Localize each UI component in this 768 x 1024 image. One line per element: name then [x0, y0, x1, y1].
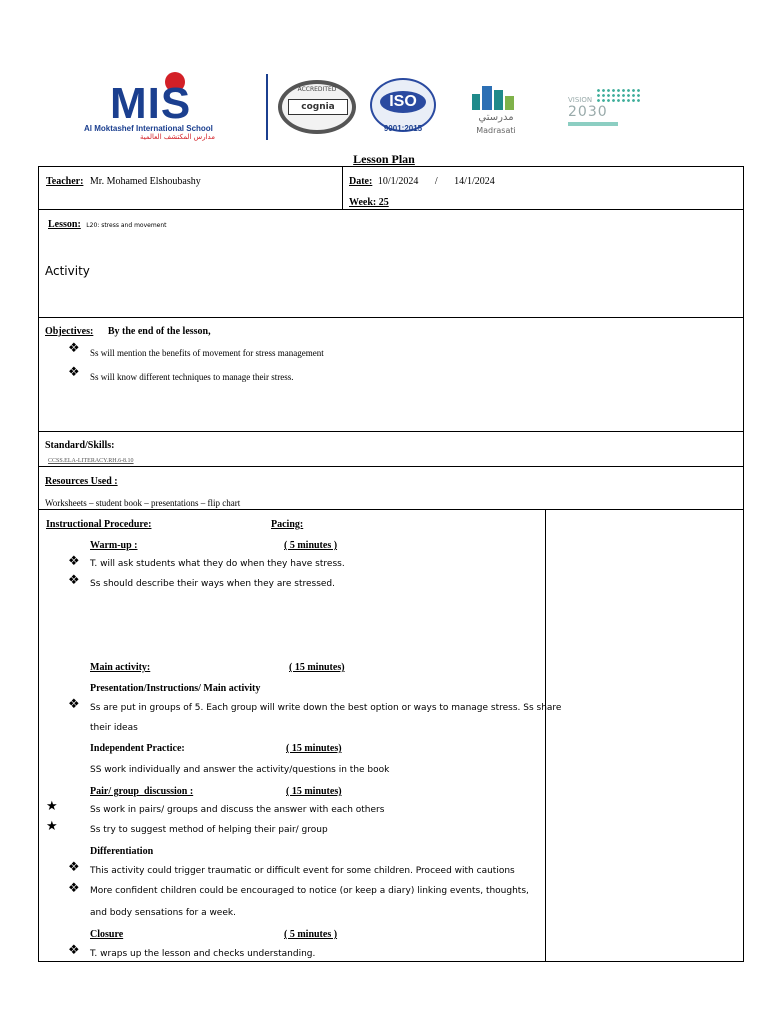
differentiation-text-cont: and body sensations for a week. [90, 908, 236, 918]
main-activity-time: ( 15 minutes) [289, 662, 345, 673]
header-logos [80, 70, 730, 142]
objectives-intro: By the end of the lesson, [107, 326, 211, 337]
presentation-text-cont: their ideas [90, 723, 138, 733]
madrasati-ar: مدرستي [478, 112, 514, 123]
lesson-field [48, 219, 167, 230]
cognia-name: cognia [288, 99, 348, 115]
objectives-label: Objectives: [45, 326, 94, 337]
pair-group-label: Pair/ group discussion : [90, 786, 194, 797]
differentiation-text: This activity could trigger traumatic or difficult event for some children. Proceed with cautions [90, 866, 515, 876]
teacher-field [46, 176, 201, 187]
closure-label: Closure [90, 929, 124, 940]
iso-name: ISO [380, 91, 426, 113]
school-name-en: Al Moktashef International School [84, 124, 213, 133]
closure-text: T. wraps up the lesson and checks understanding. [90, 949, 316, 959]
date-sep: / [434, 176, 438, 187]
resources-value: Worksheets – student book – presentations – flip chart [45, 498, 241, 508]
star-bullet-icon: ★ [46, 818, 58, 833]
independent-practice-text: SS work individually and answer the activity/questions in the book [90, 765, 390, 775]
differentiation-text: More confident children could be encouraged to notice (or keep a diary) linking events, thoughts, [90, 886, 529, 896]
date-field [349, 176, 495, 187]
pair-group-time: ( 15 minutes) [286, 786, 342, 797]
teacher-value: Mr. Mohamed Elshoubashy [89, 176, 201, 187]
mis-logo [80, 70, 260, 142]
pacing-label: Pacing: [271, 519, 304, 530]
date-to: 14/1/2024 [454, 176, 495, 187]
closure-time: ( 5 minutes ) [284, 929, 338, 940]
warmup-item: T. will ask students what they do when they have stress. [90, 559, 345, 569]
diamond-bullet-icon: ❖ [68, 942, 80, 957]
vision-label: VISION [568, 96, 593, 104]
differentiation-label: Differentiation [90, 846, 154, 857]
star-bullet-icon: ★ [46, 798, 58, 813]
standards-label: Standard/Skills: [45, 440, 115, 451]
teacher-label: Teacher: [46, 176, 84, 187]
independent-practice-time: ( 15 minutes) [286, 743, 342, 754]
diamond-bullet-icon: ❖ [68, 572, 80, 587]
warmup-label: Warm-up : [90, 540, 138, 551]
diamond-bullet-icon: ❖ [68, 696, 80, 711]
standards-value: CCSS.ELA-LITERACY.RH.6-8.10 [48, 458, 134, 464]
objectives-header [45, 326, 211, 337]
week-label: Week: 25 [349, 197, 389, 208]
mis-abbr: MIS [110, 79, 192, 128]
cognia-seal [278, 80, 356, 134]
warmup-time: ( 5 minutes ) [284, 540, 338, 551]
pair-group-item: Ss try to suggest method of helping their pair/ group [90, 825, 328, 835]
madrasati-name: Madrasati [476, 126, 516, 135]
presentation-text: Ss are put in groups of 5. Each group will write down the best option or ways to manage stress. Ss share [90, 703, 562, 713]
lesson-label: Lesson: [48, 219, 81, 230]
objective-item: Ss will mention the benefits of movement for stress management [90, 348, 324, 358]
diamond-bullet-icon: ❖ [68, 880, 80, 895]
objective-item: Ss will know different techniques to manage their stress. [90, 372, 294, 382]
madrasati-buildings-icon [472, 84, 516, 110]
doc-title: Lesson Plan [353, 152, 415, 166]
presentation-label: Presentation/Instructions/ Main activity [90, 683, 261, 694]
diamond-bullet-icon: ❖ [68, 859, 80, 874]
procedure-label: Instructional Procedure: [46, 519, 152, 530]
pair-group-item: Ss work in pairs/ groups and discuss the answer with each others [90, 805, 385, 815]
vision-dots-icon [596, 88, 640, 102]
vision-year: 2030 [568, 104, 608, 120]
resources-label: Resources Used : [45, 476, 118, 487]
vision-2030-logo [566, 84, 646, 134]
vision-ministry-bar [568, 122, 618, 126]
date-from: 10/1/2024 [377, 176, 419, 187]
warmup-item: Ss should describe their ways when they are stressed. [90, 579, 336, 589]
main-activity-label: Main activity: [90, 662, 151, 673]
lesson-activity: Activity [45, 264, 90, 278]
date-label: Date: [349, 176, 373, 187]
madrasati-logo [456, 80, 536, 140]
diamond-bullet-icon: ❖ [68, 553, 80, 568]
lesson-value: L20: stress and movement [86, 222, 167, 229]
iso-number: 9001:2015 [383, 124, 423, 133]
diamond-bullet-icon: ❖ [68, 340, 80, 355]
logo-divider [266, 74, 268, 140]
cognia-top-text: ACCREDITED [297, 86, 337, 93]
school-name-ar: مدارس المكتشف العالمية [140, 133, 215, 141]
independent-practice-label: Independent Practice: [90, 743, 185, 754]
diamond-bullet-icon: ❖ [68, 364, 80, 379]
